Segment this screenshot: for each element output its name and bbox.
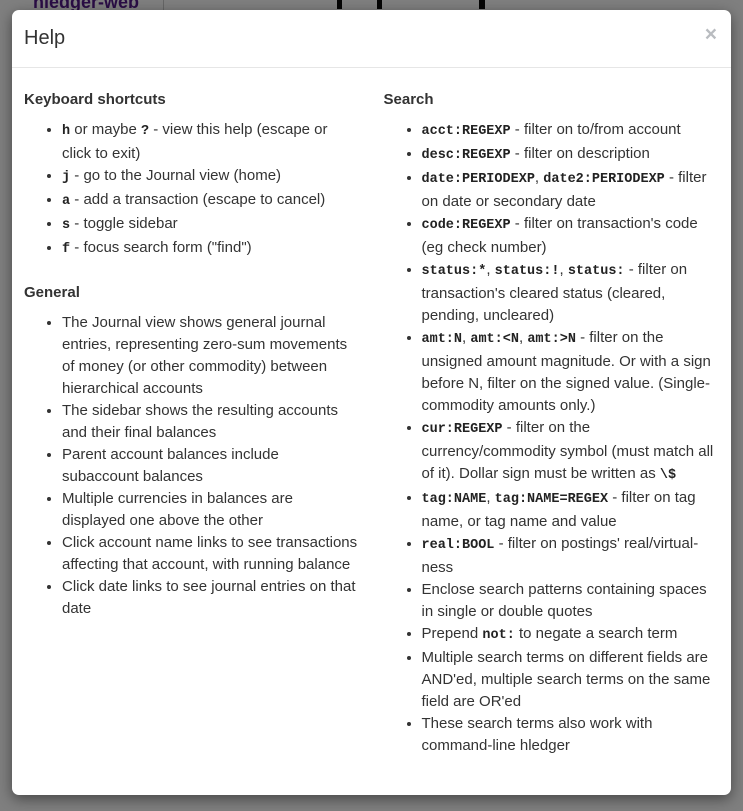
help-list-item — [62, 165, 360, 189]
help-list-item — [62, 488, 360, 532]
help-list-item — [422, 213, 720, 259]
help-list-item — [422, 417, 720, 487]
text-segment: to negate a search term — [514, 625, 678, 642]
help-list-item — [62, 237, 360, 261]
text-segment: - filter on description — [510, 145, 650, 162]
text-segment: These search terms also work with command-line hledger — [421, 715, 653, 754]
code-term: status:! — [494, 264, 560, 279]
code-term: real:BOOL — [421, 538, 495, 553]
text-segment: - filter on tag name, or tag name and value — [421, 489, 696, 530]
help-list-item — [422, 259, 720, 327]
code-term: desc:REGEXP — [421, 148, 511, 163]
text-segment: Parent account balances include subaccount balances — [62, 446, 279, 485]
help-list-item — [62, 312, 360, 400]
help-list-item — [422, 119, 720, 143]
code-term: s — [62, 218, 71, 233]
code-term: status: — [567, 264, 625, 279]
text-segment: - filter on date or secondary date — [421, 169, 707, 210]
help-list-item — [62, 213, 360, 237]
code-term: f — [62, 242, 71, 257]
text-segment: - filter on the currency/commodity symbol (must match all of it). Dollar sign must be written as — [421, 419, 714, 482]
text-segment: Click account name links to see transactions affecting that account, with running balance — [62, 534, 358, 573]
section-heading: Keyboard shortcuts — [24, 91, 166, 108]
code-term: cur:REGEXP — [421, 422, 503, 437]
text-segment: , — [559, 261, 568, 278]
help-list-item — [422, 713, 720, 757]
text-segment: or maybe — [70, 121, 141, 138]
text-segment: Prepend — [421, 625, 483, 642]
help-list-item — [422, 579, 720, 623]
text-segment: , — [534, 169, 544, 186]
code-term: date:PERIODEXP — [421, 172, 535, 187]
help-list-item — [62, 119, 360, 165]
code-term: acct:REGEXP — [421, 124, 511, 139]
modal-header — [12, 10, 731, 68]
help-list-item — [422, 487, 720, 533]
code-term: amt:>N — [527, 332, 576, 347]
help-list-item — [422, 167, 720, 213]
code-term: tag:NAME=REGEX — [494, 492, 609, 507]
text-segment: , — [462, 329, 471, 346]
help-column-left — [12, 68, 372, 795]
code-term: not: — [482, 628, 515, 643]
help-list-item — [422, 647, 720, 713]
help-list-item — [422, 327, 720, 417]
text-segment: - toggle sidebar — [70, 215, 178, 232]
text-segment: - go to the Journal view (home) — [70, 167, 282, 184]
text-segment: - focus search form ("find") — [70, 239, 252, 256]
code-term: status:* — [421, 264, 487, 279]
code-term: j — [62, 170, 71, 185]
help-list-item — [422, 623, 720, 647]
text-segment: - filter on transaction's cleared status (cleared, pending, uncleared) — [421, 261, 688, 324]
help-list-item — [62, 400, 360, 444]
help-list — [24, 312, 360, 620]
help-list-item — [62, 189, 360, 213]
text-segment: - filter on postings' real/virtual-ness — [421, 535, 699, 576]
text-segment: , — [518, 329, 528, 346]
text-segment: Enclose search patterns containing spaces in single or double quotes — [421, 581, 707, 620]
help-list-item — [62, 444, 360, 488]
modal-title: Help — [24, 27, 66, 49]
code-term: code:REGEXP — [421, 218, 511, 233]
text-segment: Multiple currencies in balances are displayed one above the other — [62, 490, 293, 529]
text-segment: , — [486, 261, 495, 278]
help-list-item — [422, 143, 720, 167]
code-term: ? — [140, 124, 150, 139]
help-list-item — [62, 576, 360, 620]
section-heading: General — [24, 284, 80, 301]
modal-body — [12, 68, 731, 795]
close-icon[interactable]: × — [704, 23, 717, 46]
help-list-item — [62, 532, 360, 576]
help-list-item — [422, 533, 720, 579]
code-term: amt:<N — [470, 332, 519, 347]
text-segment: Click date links to see journal entries on that date — [62, 578, 356, 617]
text-segment: , — [486, 489, 495, 506]
code-term: amt:N — [421, 332, 463, 347]
text-segment: - filter on the unsigned amount magnitude. Or with a sign before N, filter on the signed value. (Single-commodity amounts only.) — [421, 329, 711, 414]
help-column-right — [372, 68, 732, 795]
section-heading: Search — [383, 91, 434, 108]
code-term: a — [62, 194, 71, 209]
help-list — [24, 119, 360, 261]
text-segment: - filter on transaction's code (eg check number) — [421, 215, 698, 256]
text-segment: The sidebar shows the resulting accounts and their final balances — [62, 402, 338, 441]
code-term: tag:NAME — [421, 492, 487, 507]
text-segment: Multiple search terms on different fields are AND'ed, multiple search terms on the same field are OR'ed — [421, 649, 711, 710]
text-segment: The Journal view shows general journal entries, representing zero-sum movements of money (or other commodity) between hierarchical accounts — [62, 314, 348, 397]
help-list — [384, 119, 720, 757]
code-term: h — [62, 124, 71, 139]
code-term: \$ — [659, 468, 677, 483]
text-segment: - add a transaction (escape to cancel) — [70, 191, 326, 208]
text-segment: - filter on to/from account — [510, 121, 681, 138]
text-segment: - view this help (escape or click to exit) — [62, 121, 328, 162]
code-term: date2:PERIODEXP — [543, 172, 665, 187]
help-modal — [12, 10, 731, 795]
